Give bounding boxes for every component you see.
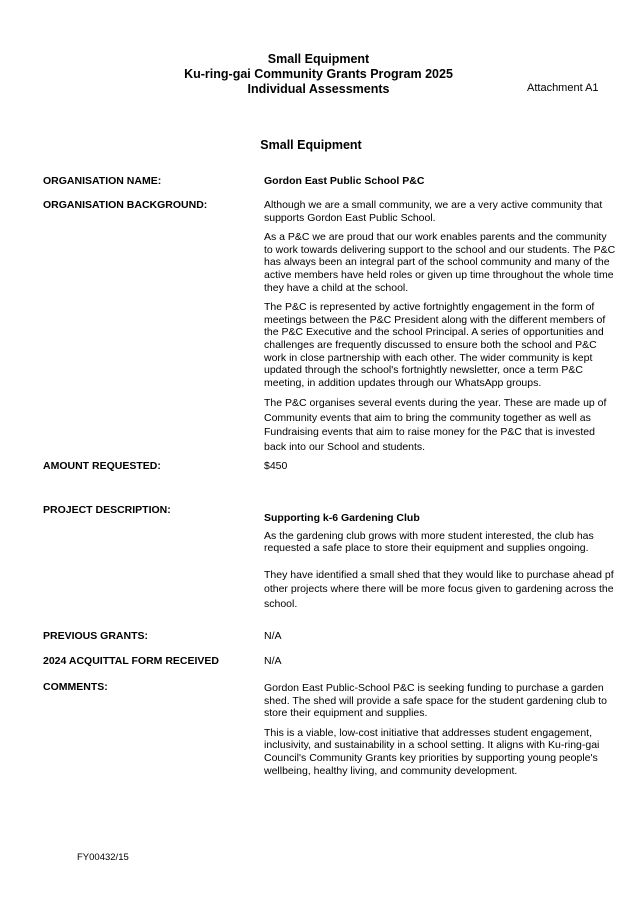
header-line-3: Individual Assessments <box>247 82 390 96</box>
project-paragraph: They have identified a small shed that they would like to purchase ahead pf other projects where there will be more focus given to gardening across the school. <box>264 568 614 610</box>
project-title: Supporting k-6 Gardening Club <box>264 512 420 524</box>
comments-paragraph: Gordon East Public-School P&C is seeking funding to purchase a garden shed. The shed will provide a safe space for the student gardening club to store their equipment and supplies. <box>264 682 608 720</box>
project-paragraph: As the gardening club grows with more student interested, the club has requested a safe place to store their equipment and supplies ongoing. <box>264 529 594 555</box>
org-background-paragraph: The P&C organises several events during the year. These are made up of Community events that aim to bring the community together as well as Fundraising events that aim to raise money for the P&C that is invested back into our School and students. <box>264 397 607 453</box>
attachment-label: Attachment A1 <box>527 82 599 94</box>
comments-paragraph: This is a viable, low-cost initiative that addresses student engagement, inclusivity, and sustainability in a school setting. It aligns with Ku-ring-gai Council's Community Grants key priorities by supporting young people's wellbeing, healthy living, and community development. <box>264 726 600 777</box>
acquittal-label: 2024 ACQUITTAL FORM RECEIVED <box>43 655 219 667</box>
comments-label: COMMENTS: <box>43 681 108 693</box>
section-title: Small Equipment <box>260 138 362 152</box>
comments-value <box>264 682 616 784</box>
previous-grants-label: PREVIOUS GRANTS: <box>43 630 149 642</box>
org-background-label: ORGANISATION BACKGROUND: <box>43 199 208 211</box>
previous-grants-value: N/A <box>264 630 282 642</box>
project-description-label: PROJECT DESCRIPTION: <box>43 504 171 516</box>
header-line-2: Ku-ring-gai Community Grants Program 2025 <box>184 67 453 81</box>
document-reference: FY00432/15 <box>77 852 129 863</box>
acquittal-value: N/A <box>264 655 282 667</box>
amount-label: AMOUNT REQUESTED: <box>43 460 161 472</box>
org-background-paragraph: Although we are a small community, we are a very active community that supports Gordon East Public School. <box>264 199 603 224</box>
org-name-value: Gordon East Public School P&C <box>264 175 425 187</box>
org-name-label: ORGANISATION NAME: <box>43 175 162 187</box>
org-background-value <box>264 199 616 461</box>
project-description-value <box>264 512 616 618</box>
org-background-paragraph: As a P&C we are proud that our work enables parents and the community to work towards delivering support to the school and our students. The P&C has always been an integral part of the school community and many of the active members have held roles or given up time throughout the whole time they have a child at the school. <box>264 231 616 294</box>
org-background-paragraph: The P&C is represented by active fortnightly engagement in the form of meetings between the P&C President along with the different members of the P&C Executive and the school Principal. A series of opportunities and challenges are frequently discussed to ensure both the school and P&C work in close partnership with each other. The wider community is kept updated through the school's fortnightly newsletter, once a term P&C meeting, in addition updates through our WhatsApp groups. <box>264 301 606 389</box>
header-line-1: Small Equipment <box>267 52 370 66</box>
amount-value: $450 <box>264 460 288 472</box>
